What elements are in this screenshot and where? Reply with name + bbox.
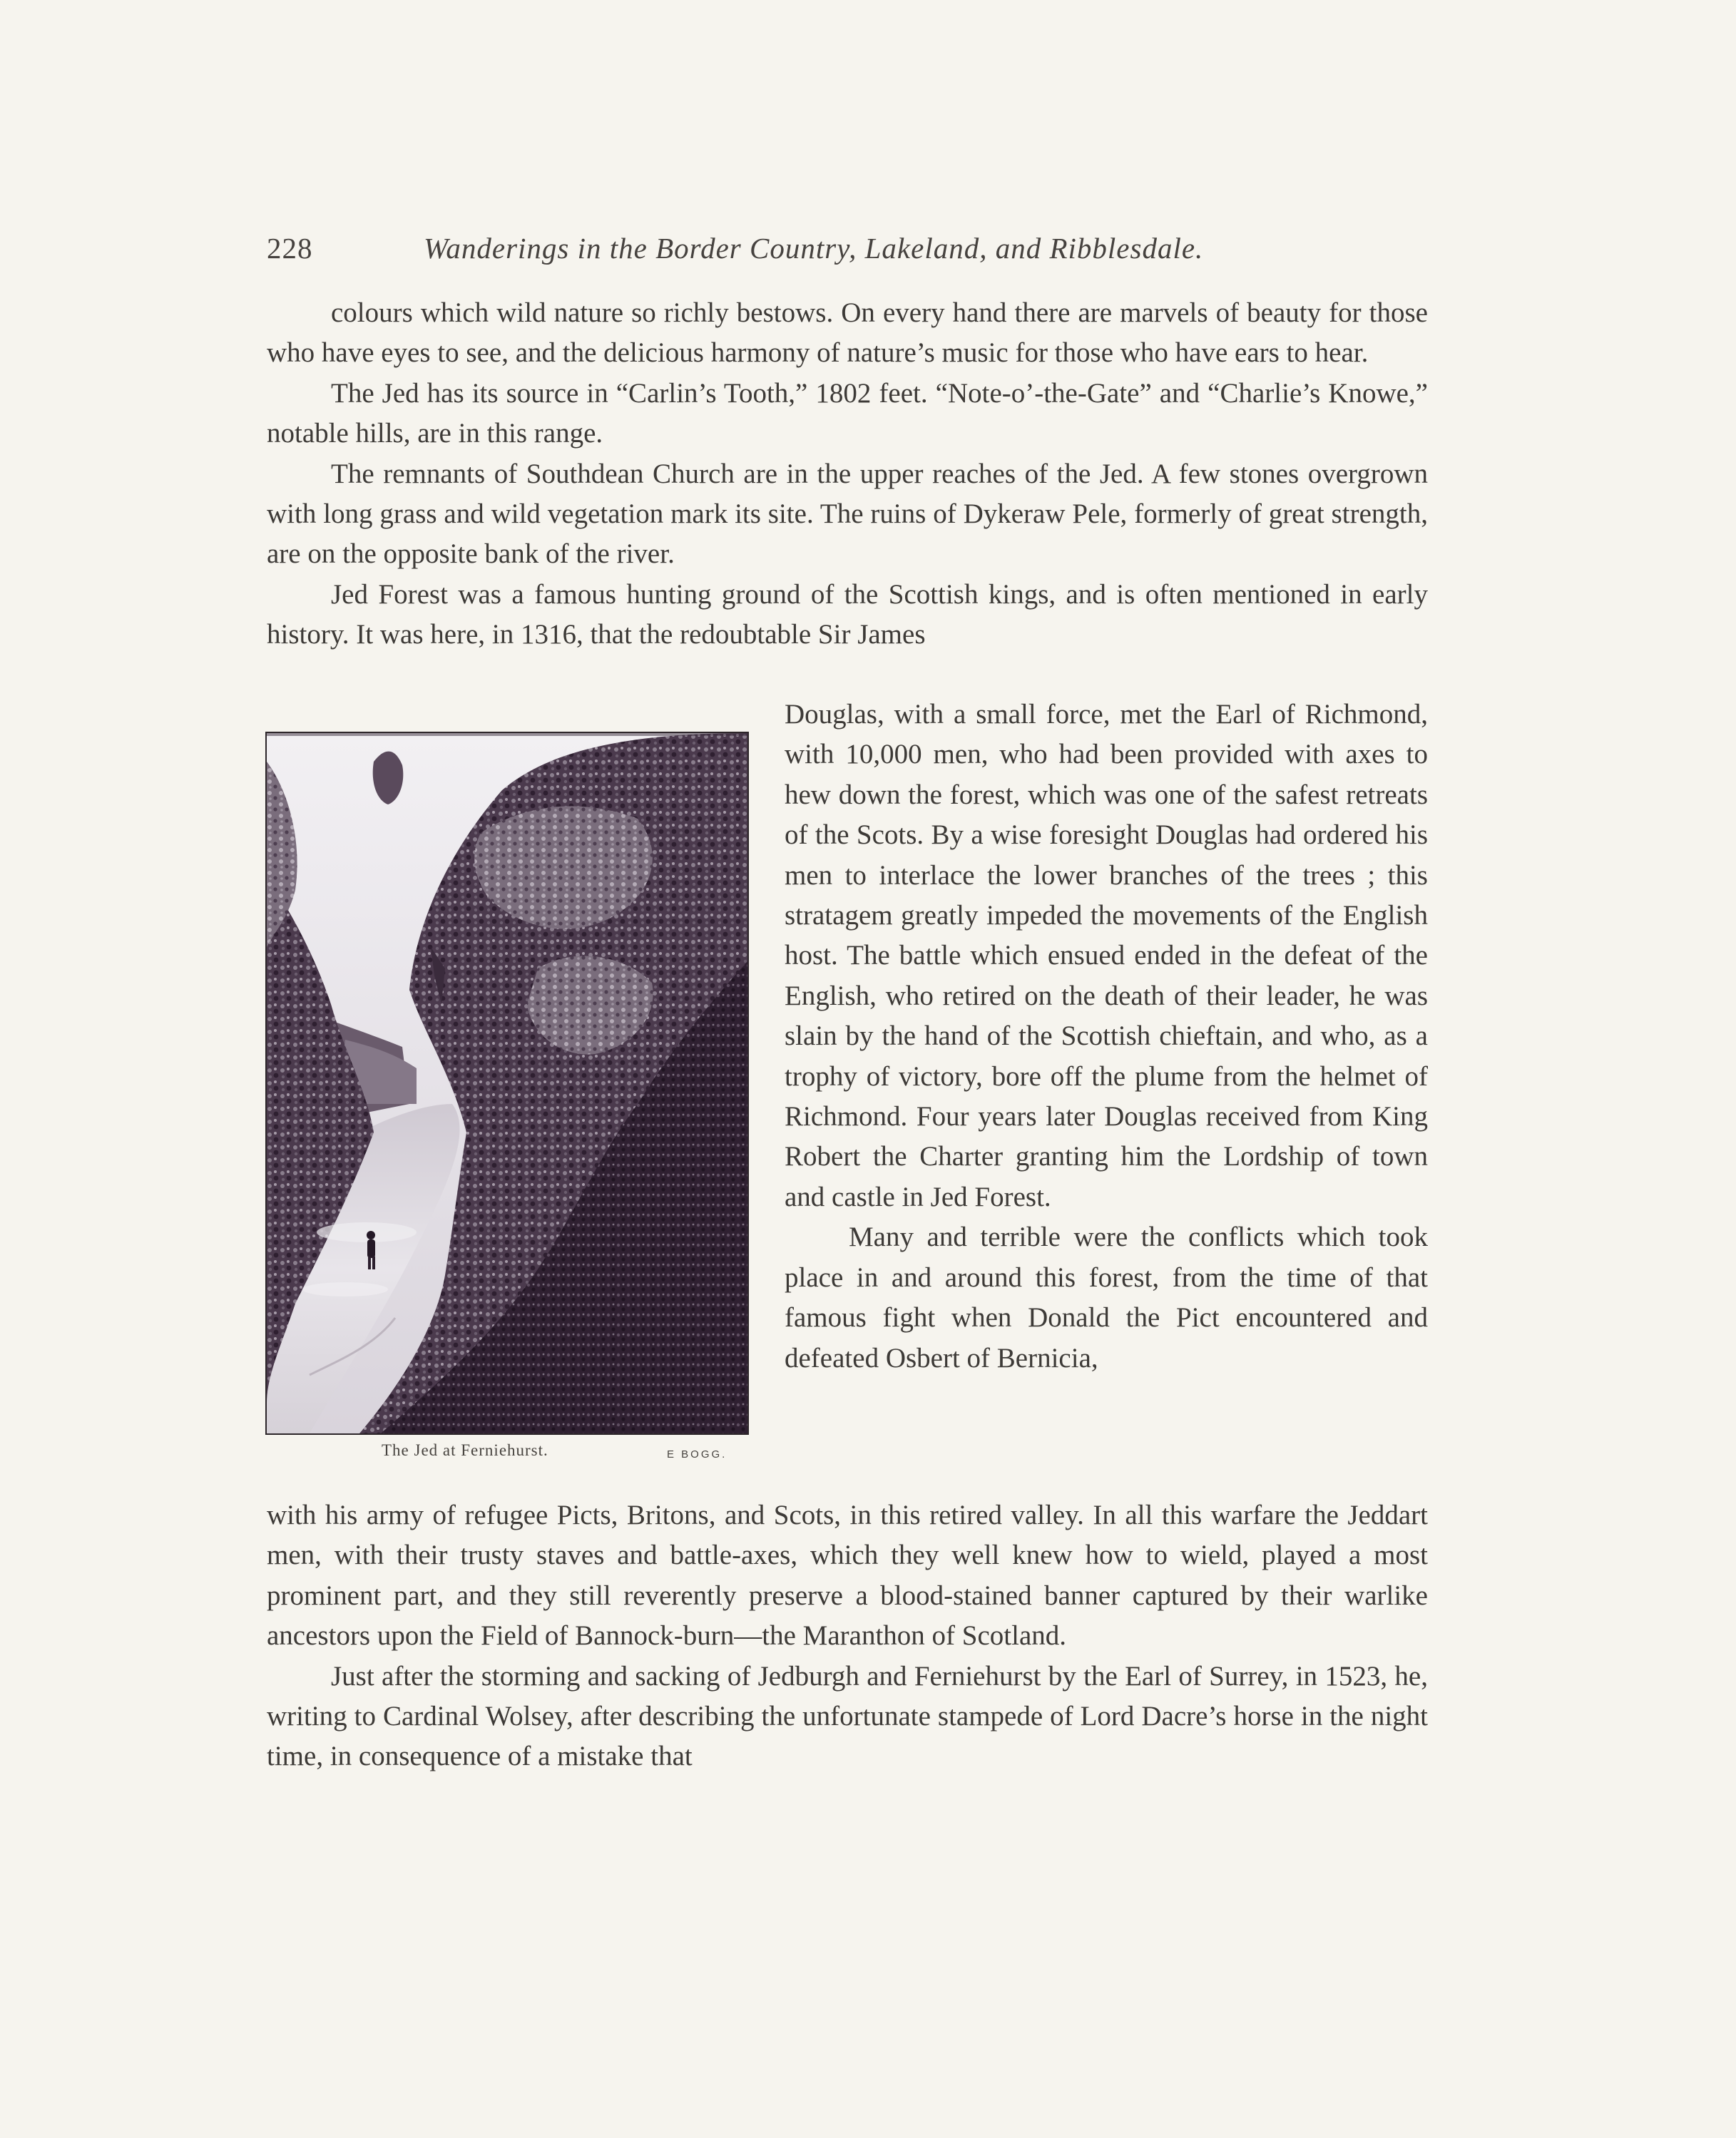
body-text-top [267, 293, 1428, 655]
paragraph: Many and terrible were the conflicts which took place in and around this forest, from the time of that famous fight when Donald the Pict encountered and defeated Osbert of Bernicia, [785, 1222, 1428, 1374]
running-head [267, 227, 1280, 270]
body-text-bottom [267, 1495, 1428, 1777]
figure-plate [265, 732, 749, 1436]
paragraph: with his army of refugee Picts, Britons, and Scots, in this retired valley. In all this warfare the Jeddart men, with their trusty staves and battle-axes, which they well knew how to wield, played a most prominent part, and they still reverently preserve a blood-stained banner captured by their warlike ancestors upon the Field of Bannock-burn—the Maranthon of Scotland. [267, 1500, 1428, 1652]
figure-caption: The Jed at Ferniehurst. [382, 1441, 548, 1459]
figure-credit: E BOGG. [667, 1448, 727, 1461]
paragraph: The remnants of Southdean Church are in the upper reaches of the Jed. A few stones overgrown with long grass and wild vegetation mark its site. The ruins of Dykeraw Pele, formerly of great strength, are on the opposite bank of the river. [267, 458, 1428, 570]
body-text-side [785, 695, 1428, 1379]
paragraph: The Jed has its source in “Carlin’s Tooth,” 1802 feet. “Note-o’-the-Gate” and “Charlie’s Knowe,” notable hills, are in this range. [267, 377, 1428, 449]
paragraph: Jed Forest was a famous hunting ground of the Scottish kings, and is often mentioned in early history. It was here, in 1316, that the redoubtable Sir James [267, 578, 1428, 650]
paragraph: Just after the storming and sacking of Jedburgh and Ferniehurst by the Earl of Surrey, in 1523, he, writing to Cardinal Wolsey, after describing the unfortunate stampede of Lord Dacre’s horse in the night time, in consequence of a mistake that [267, 1660, 1428, 1772]
river-photograph [265, 732, 749, 1435]
running-title: Wanderings in the Border Country, Lakeland, and Ribblesdale. [424, 232, 1204, 265]
page-number: 228 [267, 232, 313, 265]
paragraph: Douglas, with a small force, met the Earl of Richmond, with 10,000 men, who had been provided with axes to hew down the forest, which was one of the safest retreats of the Scots. By a wise foresight Douglas had ordered his men to interlace the lower branches of the trees ; this stratagem greatly impeded the movements of the English host. The battle which ensued ended in the defeat of the English, who retired on the death of their leader, he was slain by the hand of the Scottish chieftain, and who, as a trophy of victory, bore off the plume from the helmet of Richmond. Four years later Douglas received from King Robert the Charter granting him the Lordship of town and castle in Jed Forest. [785, 699, 1428, 1212]
paragraph: colours which wild nature so richly bestows. On every hand there are marvels of beauty for those who have eyes to see, and the delicious harmony of nature’s music for those who have ears to hear. [267, 297, 1428, 369]
